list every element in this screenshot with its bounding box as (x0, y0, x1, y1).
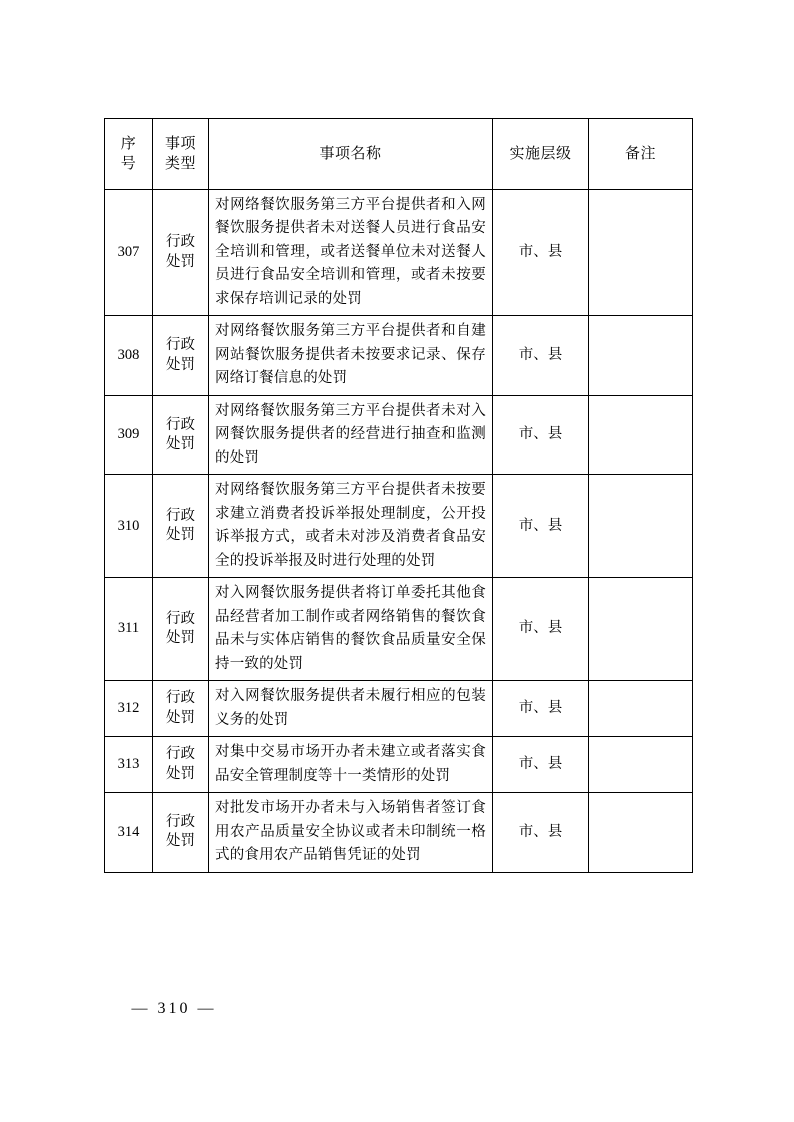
cell-seq: 311 (105, 578, 153, 681)
cell-type (153, 737, 209, 793)
cell-type (153, 190, 209, 316)
cell-seq: 307 (105, 190, 153, 316)
cell-seq: 314 (105, 793, 153, 872)
cell-remark (589, 737, 693, 793)
cell-remark (589, 793, 693, 872)
cell-type (153, 793, 209, 872)
cell-type-line2: 处罚 (166, 527, 195, 544)
cell-type-line1: 行政 (166, 813, 195, 830)
table-body (105, 190, 693, 873)
table-row (105, 578, 693, 681)
cell-level: 市、县 (493, 316, 589, 395)
cell-seq: 308 (105, 316, 153, 395)
table-row (105, 681, 693, 737)
cell-seq: 310 (105, 475, 153, 578)
cell-level: 市、县 (493, 737, 589, 793)
cell-seq: 313 (105, 737, 153, 793)
cell-type-line2: 处罚 (166, 833, 195, 850)
cell-type-line1: 行政 (166, 234, 195, 251)
cell-remark (589, 190, 693, 316)
cell-name: 对网络餐饮服务第三方平台提供者和自建网站餐饮服务提供者未按要求记录、保存网络订餐信息的处罚 (209, 316, 493, 395)
cell-name: 对入网餐饮服务提供者未履行相应的包装义务的处罚 (209, 681, 493, 737)
cell-name: 对网络餐饮服务第三方平台提供者和入网餐饮服务提供者未对送餐人员进行食品安全培训和管理，或者送餐单位未对送餐人员进行食品安全培训和管理，或者未按要求保存培训记录的处罚 (209, 190, 493, 316)
cell-type (153, 316, 209, 395)
cell-type-line1: 行政 (166, 416, 195, 433)
column-header-remark: 备注 (589, 119, 693, 190)
cell-level: 市、县 (493, 190, 589, 316)
page-number: — 310 — (131, 1000, 217, 1017)
table-row (105, 395, 693, 474)
column-header-seq-line2: 号 (120, 156, 137, 172)
cell-level: 市、县 (493, 578, 589, 681)
matters-table (104, 118, 693, 873)
table-row (105, 316, 693, 395)
cell-level: 市、县 (493, 793, 589, 872)
table-row (105, 190, 693, 316)
cell-type (153, 681, 209, 737)
cell-name: 对网络餐饮服务第三方平台提供者未按要求建立消费者投诉举报处理制度，公开投诉举报方式，或者未对涉及消费者食品安全的投诉举报及时进行处理的处罚 (209, 475, 493, 578)
cell-seq: 309 (105, 395, 153, 474)
cell-type-line1: 行政 (166, 746, 195, 763)
cell-level: 市、县 (493, 395, 589, 474)
cell-remark (589, 475, 693, 578)
cell-name: 对网络餐饮服务第三方平台提供者未对入网餐饮服务提供者的经营进行抽查和监测的处罚 (209, 395, 493, 474)
cell-remark (589, 316, 693, 395)
cell-remark (589, 578, 693, 681)
cell-level: 市、县 (493, 475, 589, 578)
column-header-type-line2: 类型 (164, 156, 196, 172)
cell-type-line1: 行政 (166, 507, 195, 524)
column-header-type-line1: 事项 (164, 135, 196, 152)
cell-type-line2: 处罚 (166, 253, 195, 270)
cell-name: 对集中交易市场开办者未建立或者落实食品安全管理制度等十一类情形的处罚 (209, 737, 493, 793)
table-header-row (105, 119, 693, 190)
cell-type-line2: 处罚 (166, 356, 195, 373)
table-row (105, 737, 693, 793)
column-header-type (153, 119, 209, 190)
cell-seq: 312 (105, 681, 153, 737)
cell-type (153, 475, 209, 578)
column-header-level: 实施层级 (493, 119, 589, 190)
cell-remark (589, 681, 693, 737)
cell-type-line2: 处罚 (166, 765, 195, 782)
cell-type-line2: 处罚 (166, 630, 195, 647)
cell-type-line1: 行政 (166, 690, 195, 707)
cell-level: 市、县 (493, 681, 589, 737)
cell-name: 对批发市场开办者未与入场销售者签订食用农产品质量安全协议或者未印制统一格式的食用农产品销售凭证的处罚 (209, 793, 493, 872)
column-header-seq-line1: 序 (120, 135, 137, 152)
cell-type-line1: 行政 (166, 610, 195, 627)
table-row (105, 475, 693, 578)
cell-name: 对入网餐饮服务提供者将订单委托其他食品经营者加工制作或者网络销售的餐饮食品未与实体店销售的餐饮食品质量安全保持一致的处罚 (209, 578, 493, 681)
column-header-seq (105, 119, 153, 190)
cell-type-line2: 处罚 (166, 709, 195, 726)
cell-type (153, 578, 209, 681)
cell-type-line2: 处罚 (166, 436, 195, 453)
column-header-name: 事项名称 (209, 119, 493, 190)
cell-type (153, 395, 209, 474)
cell-type-line1: 行政 (166, 337, 195, 354)
table-row (105, 793, 693, 872)
cell-remark (589, 395, 693, 474)
